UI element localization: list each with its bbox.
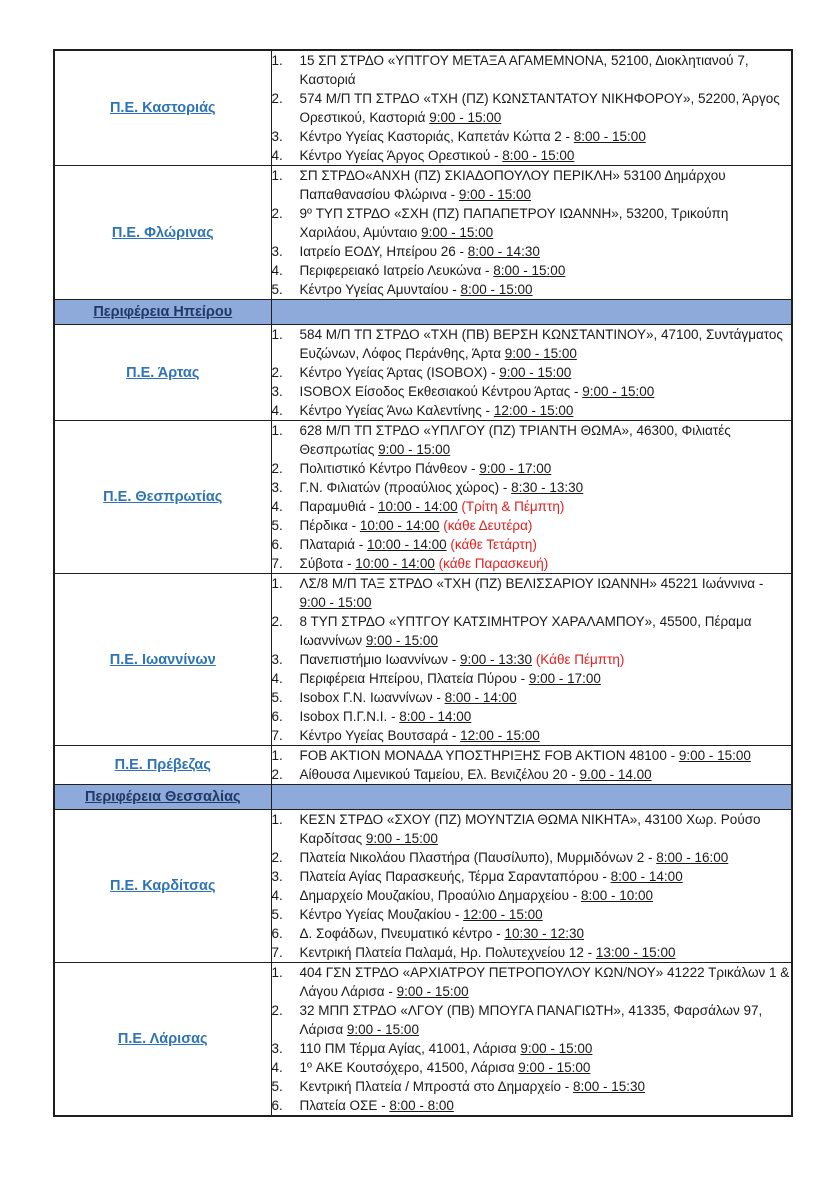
location-text: Πλατεία ΟΣΕ - <box>299 1098 390 1113</box>
hours: 8:00 - 15:00 <box>493 263 566 278</box>
location-text: ISOBOX Είσοδος Εκθεσιακού Κέντρου Άρτας - <box>299 384 583 399</box>
location-text: Isobox Γ.Ν. Ιωαννίνων - <box>299 690 445 705</box>
location-item <box>272 1039 792 1058</box>
location-text: 110 ΠΜ Τέρμα Αγίας, 41001, Λάρισα <box>299 1041 521 1056</box>
hours: 9:00 - 15:00 <box>582 384 655 399</box>
location-text: 8 ΤΥΠ ΣΤΡΔΟ «ΥΠΤΓΟΥ ΚΑΤΣΙΜΗΤΡΟΥ ΧΑΡΑΛΑΜΠΟΥ», 45500, Πέραμα Ιωαννίνων <box>299 614 752 648</box>
hours: 9:00 - 15:00 <box>429 110 502 125</box>
hours: 9:00 - 15:00 <box>520 1041 593 1056</box>
hours: 9:00 - 15:00 <box>346 1022 419 1037</box>
hours: 9:00 - 15:00 <box>458 187 531 202</box>
location-text: 584 Μ/Π ΤΠ ΣΤΡΔΟ «ΤΧΗ (ΠΒ) ΒΕΡΣΗ ΚΩΝΣΤΑΝΤΙΝΟΥ», 47100, Συντάγματος Ευζώνων, Λόφος Περάνθης, Άρτα <box>299 327 783 361</box>
hours: 8:00 - 15:00 <box>460 282 533 297</box>
location-item <box>272 89 792 127</box>
location-list <box>272 325 792 420</box>
region-link[interactable]: Π.Ε. Φλώρινας <box>111 224 214 241</box>
section-header-spacer <box>271 785 792 810</box>
region-cell <box>54 50 271 166</box>
regions-table-body <box>54 50 792 1116</box>
region-row <box>54 325 792 421</box>
region-link[interactable]: Π.Ε. Καστοριάς <box>109 100 216 116</box>
location-item <box>272 1096 792 1115</box>
location-text: 574 Μ/Π ΤΠ ΣΤΡΔΟ «ΤΧΗ (ΠΖ) ΚΩΝΣΤΑΝΤΑΤΟΥ ΝΙΚΗΦΟΡΟΥ», 52200, Άργος Ορεστικού, Καστοριά <box>299 91 780 125</box>
locations-cell <box>271 421 792 574</box>
location-item <box>272 535 792 554</box>
location-item <box>272 382 792 401</box>
location-text: FOB AKTION ΜΟΝΑΔΑ ΥΠΟΣΤΗΡΙΞΗΣ FOB AKTION 48100 - <box>299 748 679 763</box>
location-text: ΣΠ ΣΤΡΔΟ«ΑΝΧΗ (ΠΖ) ΣΚΙΑΔΟΠΟΥΛΟΥ ΠΕΡΙΚΛΗ» 53100 Δημάρχου Παπαθανασίου Φλώρινα - <box>299 168 726 202</box>
location-item <box>272 707 792 726</box>
location-item <box>272 459 792 478</box>
hours: 9:00 - 17:00 <box>528 671 601 686</box>
hours: 8:00 - 14:00 <box>610 869 683 884</box>
section-header-label: Περιφέρεια Θεσσαλίας <box>84 789 241 805</box>
hours: 9:00 - 15:00 <box>678 748 751 763</box>
region-cell <box>54 746 271 785</box>
hours: 10:30 - 12:30 <box>504 926 585 941</box>
location-item <box>272 363 792 382</box>
schedule-note: (κάθε Παρασκευή) <box>438 556 549 571</box>
region-row <box>54 166 792 300</box>
region-link[interactable]: Π.Ε. Πρέβεζας <box>114 757 211 773</box>
locations-cell <box>271 50 792 166</box>
location-text: ΚΕΣΝ ΣΤΡΔΟ «ΣΧΟΥ (ΠΖ) ΜΟΥΝΤΖΙΑ ΘΩΜΑ ΝΙΚΗΤΑ», 43100 Χωρ. Ρούσο Καρδίτσας <box>299 812 761 846</box>
location-text: 404 ΓΣΝ ΣΤΡΔΟ «ΑΡΧΙΑΤΡΟΥ ΠΕΤΡΟΠΟΥΛΟΥ ΚΩΝ/ΝΟΥ» 41222 Τρικάλων 1 & Λάγου Λάρισα - <box>299 965 790 999</box>
location-text: ΛΣ/8 Μ/Π ΤΑΞ ΣΤΡΔΟ «ΤΧΗ (ΠΖ) ΒΕΛΙΣΣΑΡΙΟΥ ΙΩΑΝΝΗ» 45221 Ιωάννινα - <box>299 576 764 591</box>
location-item <box>272 127 792 146</box>
location-item <box>272 905 792 924</box>
hours: 8:00 - 14:30 <box>467 244 540 259</box>
locations-cell <box>271 574 792 746</box>
location-text: 628 Μ/Π ΤΠ ΣΤΡΔΟ «ΥΠΛΓΟΥ (ΠΖ) ΤΡΙΑΝΤΗ ΘΩΜΑ», 46300, Φιλιατές Θεσπρωτίας <box>299 423 731 457</box>
location-item <box>272 688 792 707</box>
location-text: Κέντρο Υγείας Μουζακίου - <box>299 907 464 922</box>
hours: 9:00 - 15:00 <box>504 346 577 361</box>
location-text: Περιφέρεια Ηπείρου, Πλατεία Πύρου - <box>299 671 529 686</box>
hours: 9:00 - 15:00 <box>378 442 451 457</box>
location-item <box>272 146 792 165</box>
schedule-note: (κάθε Τετάρτη) <box>450 537 537 552</box>
region-link[interactable]: Π.Ε. Λάρισας <box>117 1031 208 1047</box>
hours: 10:00 - 14:00 <box>355 556 435 571</box>
location-text: 15 ΣΠ ΣΤΡΔΟ «ΥΠΤΓΟΥ ΜΕΤΑΞΑ ΑΓΑΜΕΜΝΟΝΑ, 52100, Διοκλητιανού 7, Καστοριά <box>299 53 749 87</box>
hours: 9:00 - 15:00 <box>499 365 572 380</box>
location-item <box>272 765 792 784</box>
schedule-note: (Τρίτη & Πέμπτη) <box>461 499 565 514</box>
location-text: 9º ΤΥΠ ΣΤΡΔΟ «ΣΧΗ (ΠΖ) ΠΑΠΑΠΕΤΡΟΥ ΙΩΑΝΝΗ», 53200, Τρικούπη Χαριλάου, Αμύνταιο <box>299 206 729 240</box>
region-cell <box>54 963 271 1117</box>
hours: 9:00 - 15:00 <box>365 633 438 648</box>
region-cell <box>54 574 271 746</box>
hours: 9:00 - 15:00 <box>365 831 438 846</box>
location-list <box>272 421 792 573</box>
location-item <box>272 516 792 535</box>
location-item <box>272 1077 792 1096</box>
location-list <box>272 166 792 299</box>
location-item <box>272 963 792 1001</box>
location-item <box>272 497 792 516</box>
location-item <box>272 810 792 848</box>
location-item <box>272 726 792 745</box>
location-item <box>272 669 792 688</box>
locations-cell <box>271 810 792 963</box>
location-item <box>272 401 792 420</box>
region-link[interactable]: Π.Ε. Άρτας <box>126 364 200 381</box>
location-item <box>272 574 792 612</box>
region-cell <box>54 325 271 421</box>
hours: 8:00 - 15:00 <box>502 148 575 163</box>
section-header-row <box>54 785 792 810</box>
hours: 8:00 - 15:30 <box>572 1079 646 1094</box>
location-text: Πέρδικα - <box>299 518 360 533</box>
location-item <box>272 204 792 242</box>
region-cell <box>54 421 271 574</box>
section-header-cell <box>54 785 271 810</box>
locations-cell <box>271 166 792 300</box>
hours: 8:00 - 14:00 <box>444 690 517 705</box>
location-text: Κέντρο Υγείας Άρτας (ISOBOX) - <box>299 365 500 380</box>
hours: 8:00 - 8:00 <box>389 1098 454 1113</box>
section-header-spacer <box>271 300 792 325</box>
location-item <box>272 848 792 867</box>
location-item <box>272 325 792 363</box>
location-item <box>272 166 792 204</box>
hours: 8:00 - 10:00 <box>580 888 654 903</box>
section-header-cell <box>54 300 271 325</box>
hours: 9:00 - 15:00 <box>518 1060 591 1075</box>
location-text: Αίθουσα Λιμενικού Ταμείου, Ελ. Βενιζέλου 20 - <box>299 767 580 782</box>
section-header-row <box>54 300 792 325</box>
schedule-note: (κάθε Δευτέρα) <box>443 518 533 533</box>
regions-locations-table <box>53 49 793 1117</box>
hours: 10:00 - 14:00 <box>359 518 440 533</box>
location-text: 32 ΜΠΠ ΣΤΡΔΟ «ΛΓΟΥ (ΠΒ) ΜΠΟΥΓΑ ΠΑΝΑΓΙΩΤΗ», 41335, Φαρσάλων 97, Λάρισα <box>299 1003 763 1037</box>
location-text: Σύβοτα - <box>299 556 356 571</box>
location-item <box>272 612 792 650</box>
hours: 10:00 - 14:00 <box>367 537 447 552</box>
location-text: Δ. Σοφάδων, Πνευματικό κέντρο - <box>299 926 505 941</box>
location-text: Πολιτιστικό Κέντρο Πάνθεον - <box>299 461 480 476</box>
location-list <box>272 810 792 962</box>
hours: 8:00 - 14:00 <box>399 709 472 724</box>
region-cell <box>54 810 271 963</box>
location-text: Περιφερειακό Ιατρείο Λευκώνα - <box>299 263 494 278</box>
location-item <box>272 867 792 886</box>
hours: 9:00 - 13:30 <box>459 652 533 667</box>
location-text: Κέντρο Υγείας Καστοριάς, Καπετάν Κώττα 2 - <box>299 129 574 144</box>
location-item <box>272 51 792 89</box>
location-item <box>272 746 792 765</box>
region-link[interactable]: Π.Ε. Θεσπρωτίας <box>103 489 223 505</box>
location-item <box>272 280 792 299</box>
location-item <box>272 261 792 280</box>
location-text: Γ.Ν. Φιλιατών (προαύλιος χώρος) - <box>299 480 512 495</box>
hours: 12:00 - 15:00 <box>463 907 543 922</box>
location-item <box>272 242 792 261</box>
section-header-label: Περιφέρεια Ηπείρου <box>93 304 233 320</box>
location-text: Κέντρο Υγείας Άνω Καλεντίνης - <box>299 403 494 418</box>
location-item <box>272 1001 792 1039</box>
hours: 13:00 - 15:00 <box>595 945 676 960</box>
schedule-note: (Κάθε Πέμπτη) <box>535 652 625 667</box>
hours: 8:00 - 15:00 <box>573 129 646 144</box>
location-text: Κεντρική Πλατεία Παλαμά, Ηρ. Πολυτεχνείου 12 - <box>299 945 596 960</box>
location-text: Πλατεία Νικολάου Πλαστήρα (Παυσίλυπο), Μυρμιδόνων 2 - <box>299 850 657 865</box>
location-text: Ιατρείο ΕΟΔΥ, Ηπείρου 26 - <box>299 244 468 259</box>
region-row <box>54 810 792 963</box>
locations-cell <box>271 325 792 421</box>
hours: 8:30 - 13:30 <box>511 480 584 495</box>
location-text: 1º ΑΚΕ Κουτσόχερο, 41500, Λάρισα <box>299 1060 519 1075</box>
location-text: Πλαταριά - <box>299 537 368 552</box>
location-item <box>272 943 792 962</box>
location-item <box>272 1058 792 1077</box>
location-text: Πλατεία Αγίας Παρασκευής, Τέρμα Σαρανταπόρου - <box>299 869 611 884</box>
location-item <box>272 421 792 459</box>
region-row <box>54 421 792 574</box>
region-row <box>54 50 792 166</box>
location-list <box>272 51 792 165</box>
location-list <box>272 963 792 1115</box>
hours: 9:00 - 15:00 <box>396 984 469 999</box>
hours: 8:00 - 16:00 <box>656 850 729 865</box>
hours: 9.00 - 14.00 <box>579 767 652 782</box>
hours: 12:00 - 15:00 <box>493 403 574 418</box>
hours: 12:00 - 15:00 <box>460 728 540 743</box>
location-text: Κέντρο Υγείας Άργος Ορεστικού - <box>299 148 503 163</box>
location-item <box>272 478 792 497</box>
region-cell <box>54 166 271 300</box>
location-text: Isobox Π.Γ.Ν.Ι. - <box>299 709 400 724</box>
locations-cell <box>271 746 792 785</box>
location-list <box>272 746 792 784</box>
location-text: Παραμυθιά - <box>299 499 379 514</box>
hours: 9:00 - 15:00 <box>299 595 372 610</box>
region-row <box>54 963 792 1117</box>
location-text: Δημαρχείο Μουζακίου, Προαύλιο Δημαρχείου - <box>299 888 581 903</box>
locations-cell <box>271 963 792 1117</box>
location-list <box>272 574 792 745</box>
region-row <box>54 746 792 785</box>
location-text: Πανεπιστήμιο Ιωαννίνων - <box>299 652 460 667</box>
hours: 9:00 - 17:00 <box>479 461 552 476</box>
region-link[interactable]: Π.Ε. Καρδίτσας <box>109 878 216 894</box>
location-text: Κέντρο Υγείας Αμυνταίου - <box>299 282 461 297</box>
location-item <box>272 650 792 669</box>
hours: 10:00 - 14:00 <box>378 499 458 514</box>
location-text: Κέντρο Υγείας Βουτσαρά - <box>299 728 461 743</box>
location-text: Κεντρική Πλατεία / Μπροστά στο Δημαρχείο - <box>299 1079 573 1094</box>
location-item <box>272 924 792 943</box>
region-link[interactable]: Π.Ε. Ιωαννίνων <box>109 651 216 668</box>
location-item <box>272 886 792 905</box>
region-row <box>54 574 792 746</box>
location-item <box>272 554 792 573</box>
hours: 9:00 - 15:00 <box>421 225 494 240</box>
